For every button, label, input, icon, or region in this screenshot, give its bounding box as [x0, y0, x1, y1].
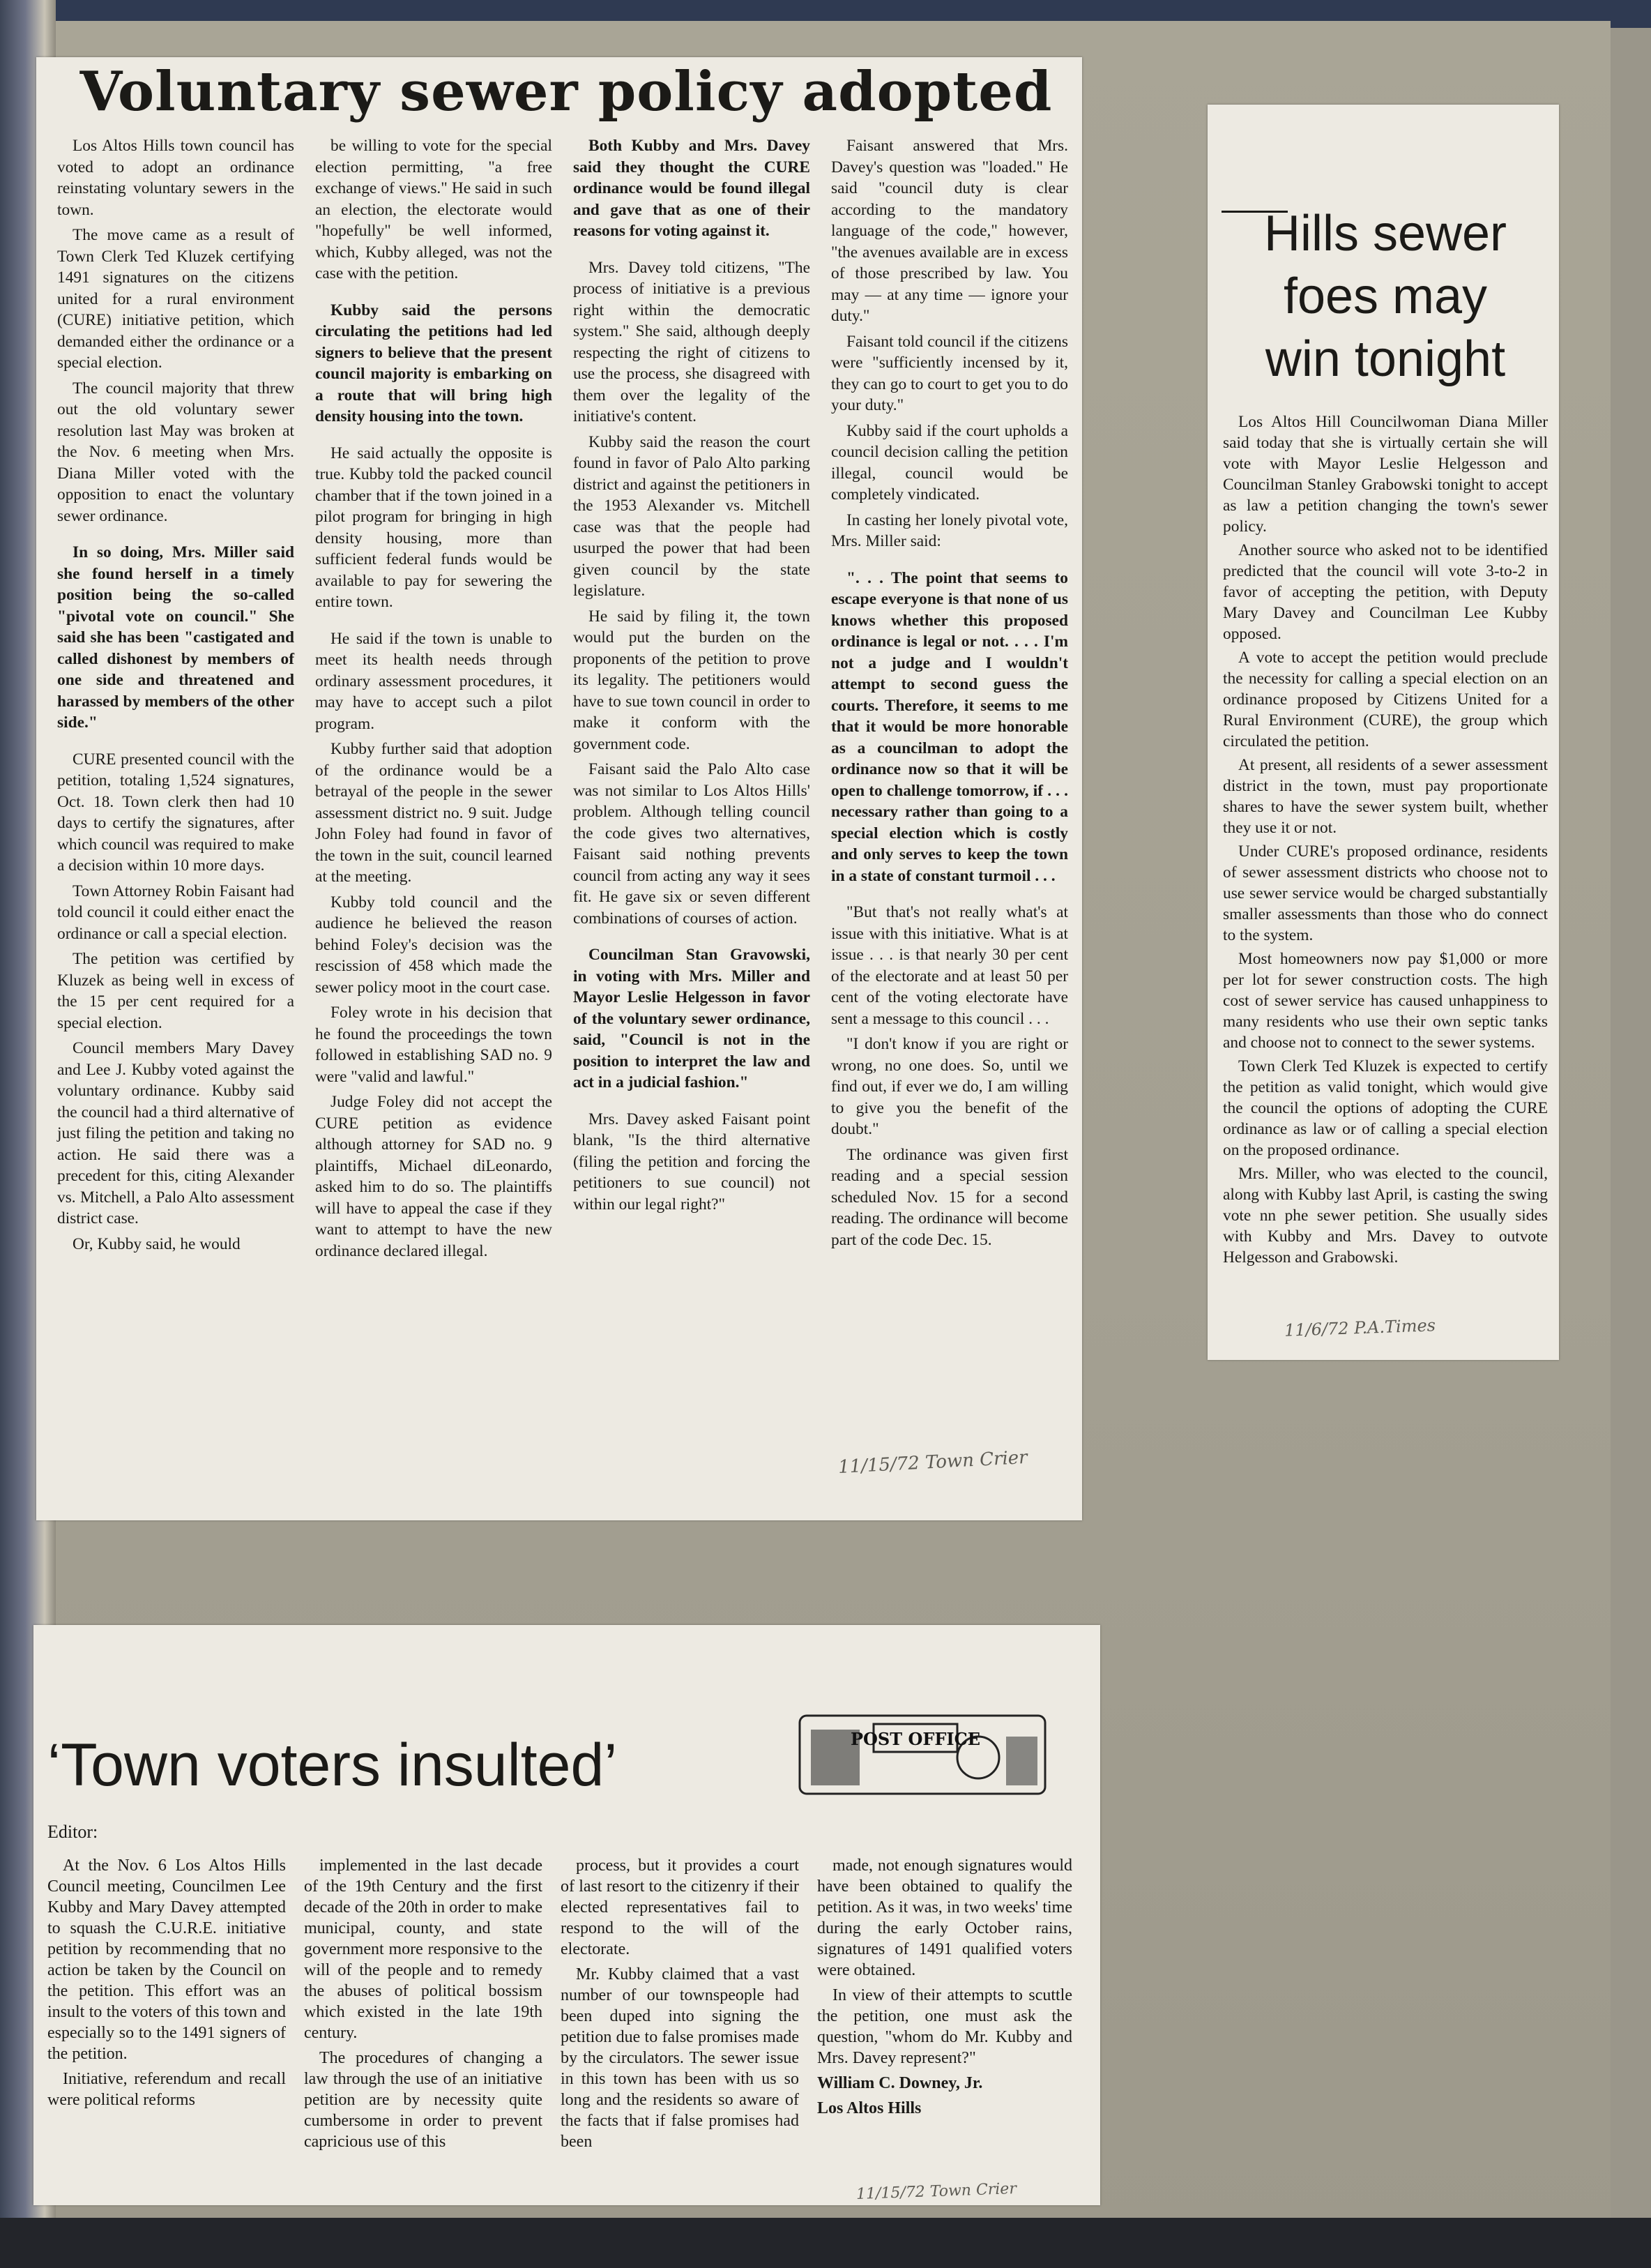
headline-line: foes may: [1283, 269, 1488, 324]
letter-columns: [47, 1855, 1072, 2183]
paragraph: Los Altos Hills town council has voted to adopt an ordinance reinstating voluntary sewers in the town.: [57, 137, 294, 219]
paragraph: Under CURE's proposed ordinance, residents of sewer assessment districts who choose not to use sewer service would be charged substantially smaller assessments than those who do connect to the system.: [1223, 842, 1548, 944]
paragraph: The ordinance was given first reading and a special session scheduled Nov. 15 for a second reading. The ordinance will become part of the code Dec. 15.: [831, 1145, 1068, 1249]
paragraph: "I don't know if you are right or wrong, no one does. So, until we find out, if ever we do, I am willing to give you the benefit of the doubt.": [831, 1035, 1068, 1138]
paragraph: The move came as a result of Town Clerk Ted Kluzek certifying 1491 signatures on the citizens united for a rural environment (CURE) initiative petition, which demanded either the ordinance or a special election.: [57, 226, 294, 372]
paragraph: He said if the town is unable to meet its health needs through ordinary assessment procedures, it may have to accept such a pilot program.: [315, 629, 552, 733]
signature-place: Los Altos Hills: [817, 2099, 922, 2117]
column-3: [573, 135, 810, 1502]
paragraph: Faisant answered that Mrs. Davey's question was "loaded." He said "council duty is clear according to the mandatory language of the code," however, "the avenues available are in excess of those prescribed by law. You may — at any time — ignore your duty.": [831, 137, 1068, 325]
post-office-logo-text: POST OFFICE: [850, 1729, 981, 1749]
column-1: [57, 135, 294, 1502]
paragraph: Councilman Stan Gravowski, in voting with Mrs. Miller and Mayor Leslie Helgesson in favor of the voluntary sewer ordinance, said, "Council is not in the position to interpret the law and act in a judicial fashion.": [573, 946, 810, 1091]
paragraph: Foley wrote in his decision that he found the proceedings the town followed in establishing SAD no. 9 were "valid and lawful.": [315, 1004, 552, 1086]
paragraph: Or, Kubby said, he would: [73, 1234, 241, 1253]
paragraph: In view of their attempts to scuttle the petition, one must ask the question, "whom do Mr. Kubby and Mrs. Davey represent?": [817, 1986, 1072, 2067]
paragraph: Mrs. Davey asked Faisant point blank, "Is the third alternative (filing the petition and forcing the petitioners to sue council) not within our legal right?": [573, 1110, 810, 1214]
column-4: [831, 135, 1068, 1502]
table-surface: [0, 2218, 1651, 2268]
article-body: [1223, 411, 1548, 1271]
paragraph: Mrs. Davey told citizens, "The process of initiative is a previous right within the democratic system." She said, although deeply respecting the right of citizens to use the process, she disagreed with them over the legality of the initiative's content.: [573, 258, 810, 425]
paragraph: He said by filing it, the town would put the burden on the proponents of the petition to prove its legality. The petitioners would have to sue town council in order to make it conform with the government code.: [573, 607, 810, 753]
headline: [1228, 202, 1542, 391]
paragraph: "But that's not really what's at issue with this initiative. What is at issue . . . is that nearly 30 per cent of the electorate and at least 50 per cent of the voting electorate have sent a message to this council . . .: [831, 903, 1068, 1028]
paragraph: Faisant said the Palo Alto case was not similar to Los Altos Hills' problem. Although telling council the code gives two alternatives, Faisant said nothing prevents council from acting any way it sees fit. He gave six or seven different combinations of courses of action.: [573, 760, 810, 928]
paragraph: The procedures of changing a law through the use of an initiative petition are by necessity quite cumbersome in order to prevent capricious use of this: [304, 2049, 543, 2151]
column-2: [315, 135, 552, 1502]
paragraph: At present, all residents of a sewer assessment district in the town, must pay proportionate shares to have the sewer system built, whether they use it or not.: [1223, 756, 1548, 837]
paragraph: ". . . The point that seems to escape everyone is that none of us knows whether this proposed ordinance is legal or not. . . . I'm not a judge and I wouldn't attempt to second guess the courts. Therefore, it seems to me that it would be more honorable as a councilman to adopt the ordinance now so that it will be open to challenge tomorrow, if . . . necessary rather than going to a special election which is costly and only serves to keep the town in a state of constant turmoil . . .: [831, 568, 1068, 885]
headline: Voluntary sewer policy adopted: [79, 60, 1053, 123]
letter-column-4: [817, 1855, 1072, 2183]
paragraph: The petition was certified by Kluzek as being well in excess of the 15 per cent required for a special election.: [57, 950, 294, 1032]
salutation: Editor:: [47, 1822, 98, 1842]
paragraph: Faisant told council if the citizens were "sufficiently incensed by it, they can go to court to get you to do your duty.": [831, 332, 1068, 414]
paragraph: Judge Foley did not accept the CURE petition as evidence although attorney for SAD no. 9 plaintiffs, Michael diLeonardo, asked him to do so. The plaintiffs will have to appeal the case if they want to attempt to have the new ordinance declared illegal.: [315, 1093, 552, 1260]
paragraph: Mr. Kubby claimed that a vast number of our townspeople had been duped into signing the petition due to false promises made by the circulators. The sewer issue in this town has been with us so long and the residents so aware of the facts that if false promises had been: [561, 1965, 800, 2151]
paragraph: Kubby further said that adoption of the ordinance would be a betrayal of the people in the sewer assessment district no. 9 suit. Judge John Foley had found in favor of the town in the suit, council learned at the meeting.: [315, 740, 552, 886]
handwritten-date-note: 11/6/72 P.A.Times: [1284, 1315, 1436, 1340]
paragraph: Another source who asked not to be identified predicted that the council will vote 3-to-2 in favor of accepting the petition, with Deputy Mary Davey and Councilman Lee Kubby opposed.: [1223, 541, 1548, 643]
letter-column-2: [304, 1855, 542, 2183]
clipping-town-voters-insulted: [33, 1625, 1100, 2205]
paragraph: In so doing, Mrs. Miller said she found herself in a timely position being the so-called "pivotal vote on council." She said she has been "castigated and called dishonest by members of one side and threatened and harassed by members of the other side.": [57, 543, 294, 732]
paragraph: Both Kubby and Mrs. Davey said they thought the CURE ordinance would be found illegal and gave that as one of their reasons for voting against it.: [573, 137, 810, 240]
article-columns: [57, 135, 1068, 1502]
paragraph: Kubby told council and the audience he believed the reason behind Foley's decision was the rescission of 458 which made the sewer policy moot in the court case.: [315, 893, 552, 997]
post-office-logo: [797, 1709, 1048, 1799]
clipping-voluntary-sewer-policy: [36, 57, 1082, 1520]
paragraph: Town Attorney Robin Faisant had told council it could either enact the ordinance or call a special election.: [57, 882, 294, 943]
letter-column-3: [561, 1855, 799, 2183]
paragraph: Los Altos Hill Councilwoman Diana Miller said today that she is virtually certain she will vote with Mayor Leslie Helgesson and Councilman Stanley Grabowski tonight to accept as law a petition changing the town's sewer policy.: [1223, 413, 1548, 536]
headline: ‘Town voters insulted’: [47, 1732, 618, 1799]
letter-column-1: [47, 1855, 286, 2183]
paragraph: Kubby said the persons circulating the petitions had led signers to believe that the present council majority is embarking on a route that will bring high density housing into the town.: [315, 301, 552, 425]
paragraph: made, not enough signatures would have been obtained to qualify the petition. As it was, in two weeks' time during the early October rains, signatures of 1491 qualified voters were obtained.: [817, 1857, 1072, 1979]
paragraph: A vote to accept the petition would preclude the necessity for calling a special election on an ordinance proposed by Citizens United for a Rural Environment (CURE), the group which circulated the petition.: [1223, 649, 1548, 750]
paragraph: At the Nov. 6 Los Altos Hills Council meeting, Councilmen Lee Kubby and Mary Davey attempted to squash the C.U.R.E. initiative petition by recommending that no action be taken by the Council on the petition. This effort was an insult to the voters of this town and especially so to the 1491 signers of the petition.: [47, 1857, 286, 2063]
paragraph: process, but it provides a court of last resort to the citizenry if their elected representatives fail to respond to the will of the electorate.: [561, 1857, 800, 1958]
paragraph: Initiative, referendum and recall were political reforms: [47, 2070, 286, 2109]
paragraph: implemented in the last decade of the 19th Century and the first decade of the 20th in order to make municipal, county, and state government more responsive to the will of the people and to remedy the abuses of political bossism which existed in the late 19th century.: [304, 1857, 543, 2042]
paragraph: Town Clerk Ted Kluzek is expected to certify the petition as valid tonight, which would give the council the options of adopting the CURE ordinance as law or of calling a special election on the proposed ordinance.: [1223, 1057, 1548, 1159]
signature-name: William C. Downey, Jr.: [817, 2074, 983, 2092]
paragraph: Council members Mary Davey and Lee J. Kubby voted against the voluntary ordinance. Kubby said the council had a third alternative of just filing the petition and taking no action. He said there was a precedent for this, citing Alexander vs. Mitchell, a Palo Alto assessment district case.: [57, 1039, 294, 1227]
paragraph: CURE presented council with the petition, totaling 1,524 signatures, Oct. 18. Town clerk then had 10 days to certify the signatures, after which council was required to make a decision within 10 more days.: [57, 750, 294, 875]
paragraph: In casting her lonely pivotal vote, Mrs. Miller said:: [831, 511, 1068, 550]
paragraph: Most homeowners now pay $1,000 or more per lot for sewer construction costs. The high cost of sewer service has caused unhappiness to many residents who use their own septic tanks and choose not to connect to the sewer systems.: [1223, 950, 1548, 1052]
handwritten-date-note: 11/15/72 Town Crier: [837, 1446, 1028, 1479]
headline-line: win tonight: [1265, 331, 1506, 387]
paragraph: Kubby said the reason the court found in favor of Palo Alto parking district and against the petitioners in the 1953 Alexander vs. Mitchell case was that the people had usurped the power that had been given council by the state legislature.: [573, 432, 810, 600]
handwritten-date-note: 11/15/72 Town Crier: [855, 2179, 1017, 2204]
paragraph: Kubby said if the court upholds a council decision calling the petition illegal, council would be completely vindicated.: [831, 421, 1068, 504]
paragraph: be willing to vote for the special election permitting, "a free exchange of views." He said in such an election, the electorate would "hopefully" be well informed, which, Kubby alleged, was not the case with the petition.: [315, 137, 552, 282]
paragraph: The council majority that threw out the old voluntary sewer resolution last May was broken at the Nov. 6 meeting when Mrs. Diana Miller voted with the opposition to enact the voluntary sewer ordinance.: [57, 379, 294, 525]
clipping-hills-sewer-foes: [1208, 105, 1559, 1360]
headline-line: Hills sewer: [1263, 206, 1507, 262]
paragraph: He said actually the opposite is true. Kubby told the packed council chamber that if the town joined in a pilot program for bringing in high density housing, more than sufficient federal funds would be available to pay for sewering the entire town.: [315, 444, 552, 611]
paragraph: Mrs. Miller, who was elected to the council, along with Kubby last April, is casting the swing vote nn phe sewer petition. She usually sides with Kubby and Mrs. Davey to outvote Helgesson and Grabowski.: [1223, 1165, 1548, 1267]
